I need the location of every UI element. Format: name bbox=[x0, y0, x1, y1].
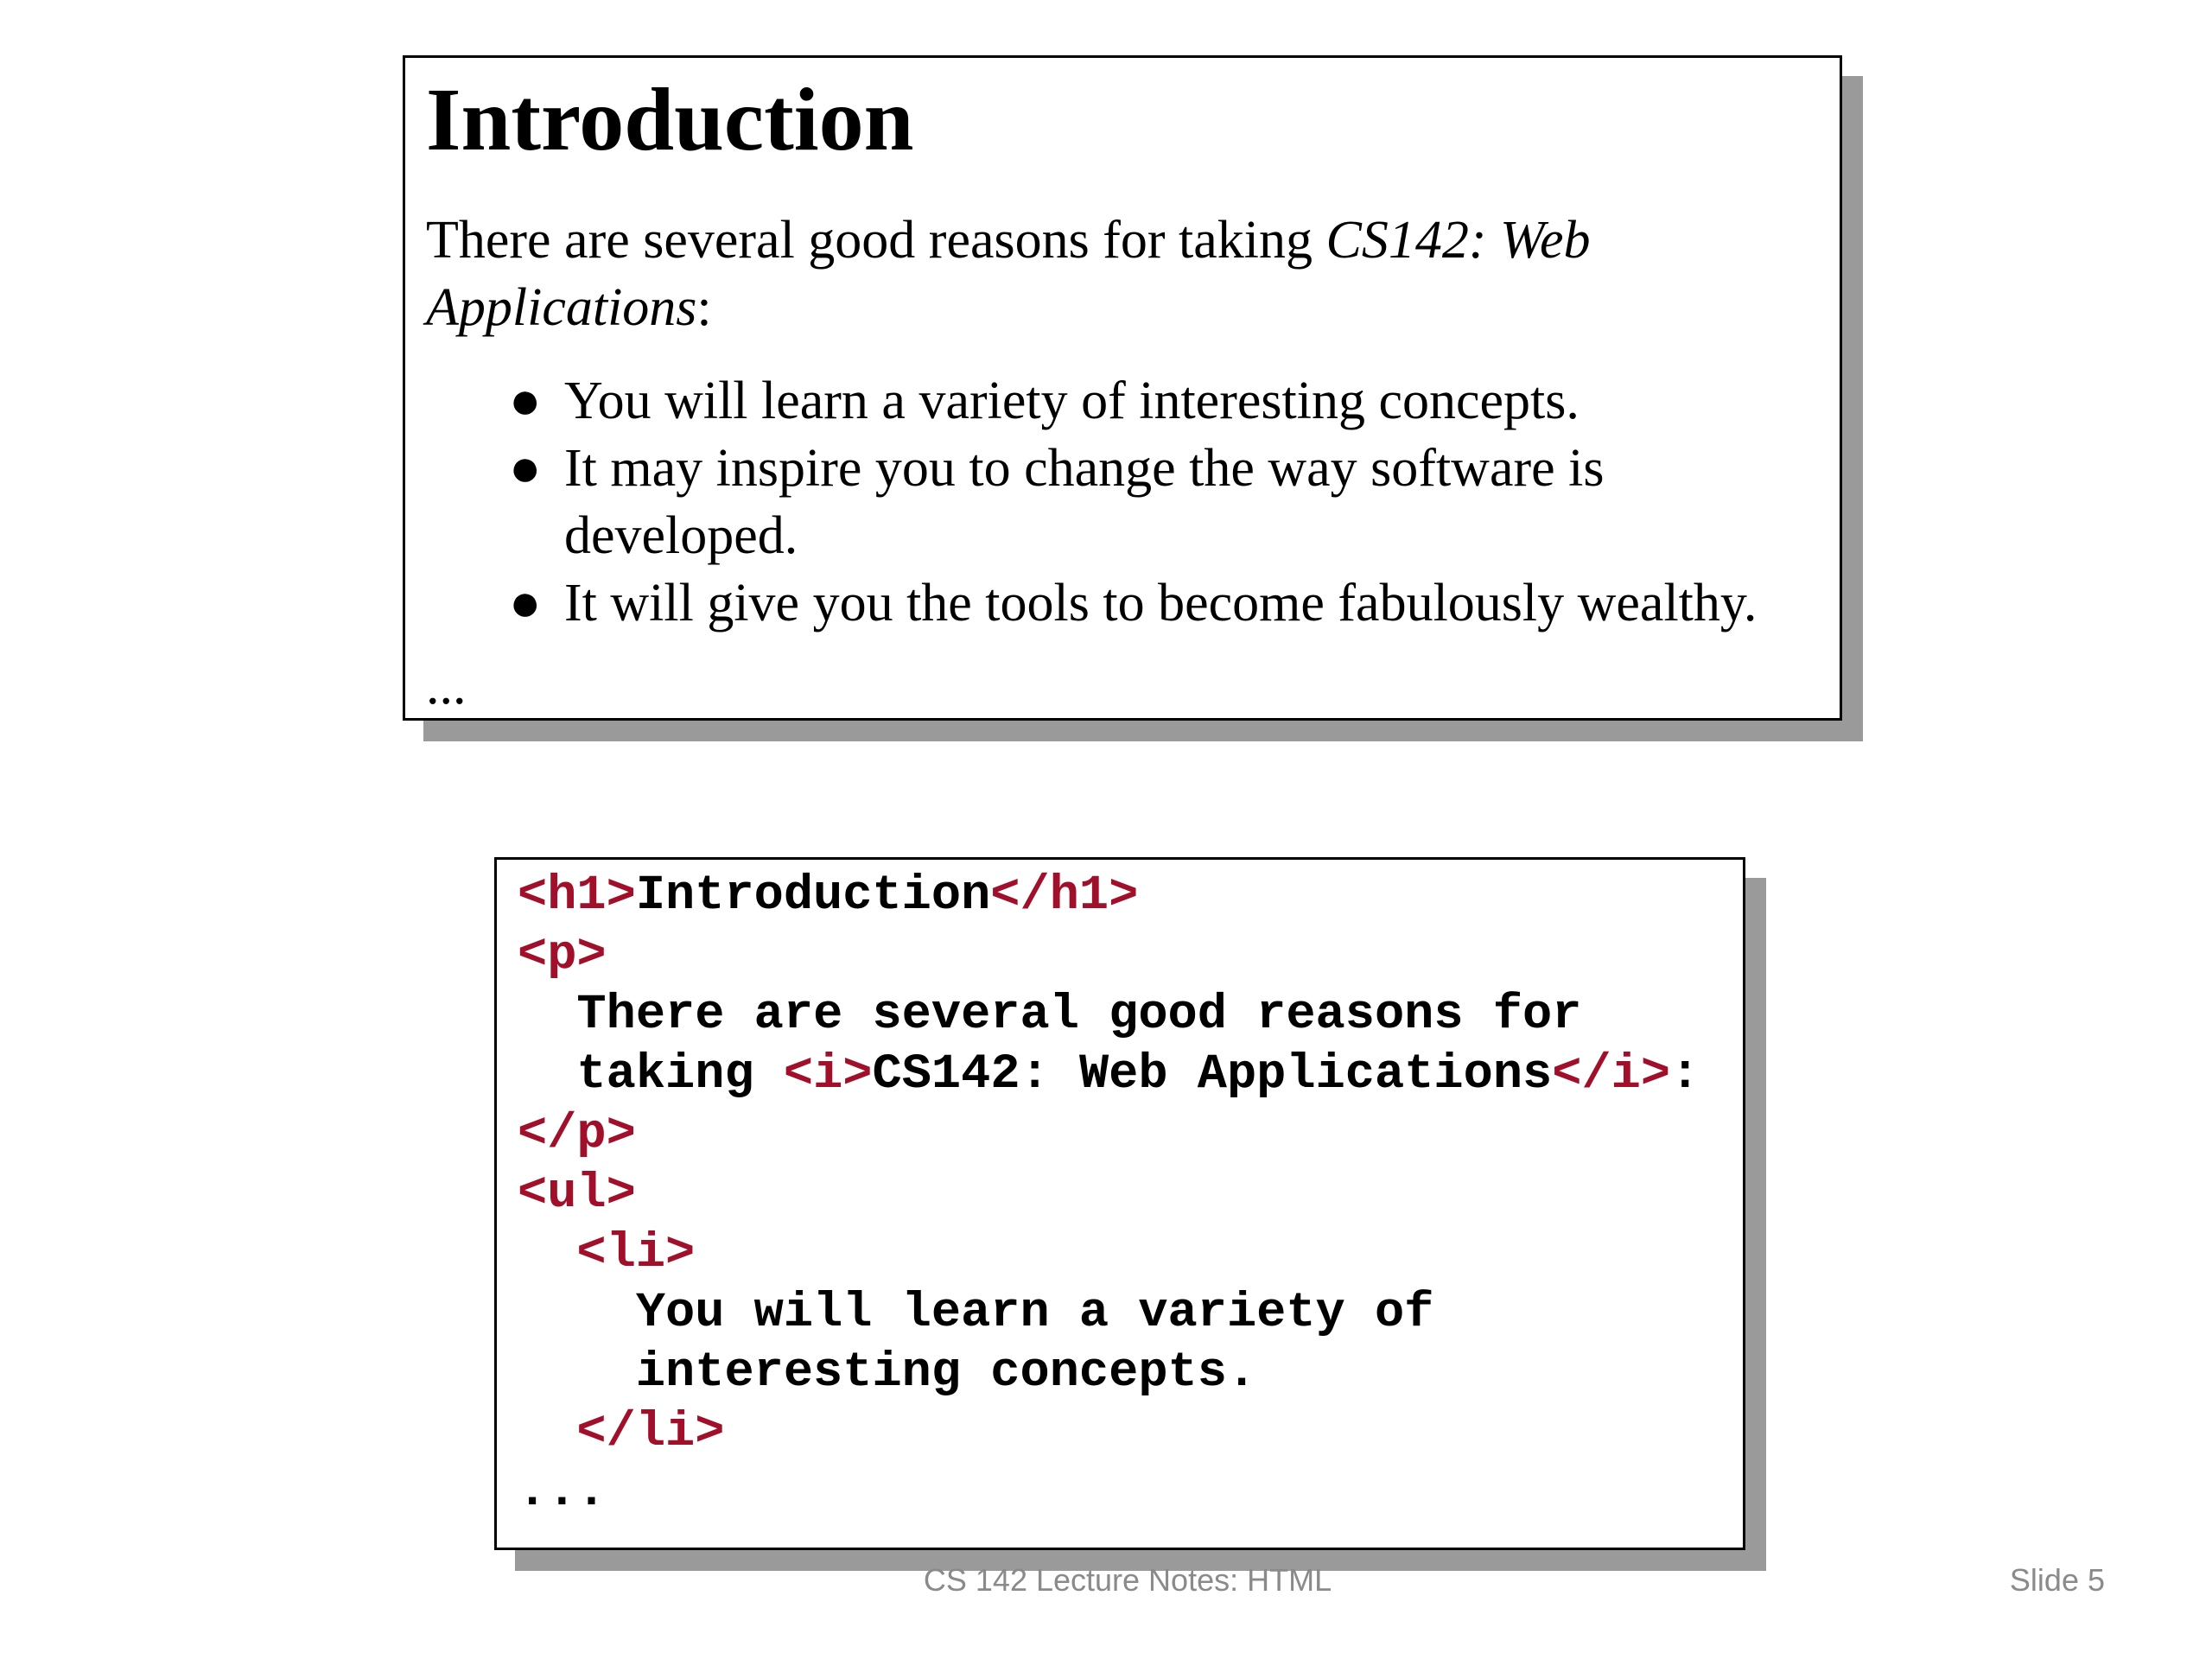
rendered-paragraph-text: There are several good reasons for taking bbox=[426, 211, 1326, 270]
code-text: : bbox=[1670, 1047, 1700, 1103]
code-tag: <p> bbox=[518, 928, 607, 983]
code-line bbox=[518, 986, 1700, 1046]
code-text: CS142: Web Applications bbox=[872, 1047, 1553, 1103]
list-item-text: It will give you the tools to become fabulously wealthy. bbox=[564, 574, 1758, 632]
bullet-icon: ● bbox=[509, 574, 542, 632]
code-tag: </li> bbox=[576, 1405, 725, 1460]
code-text: ... bbox=[518, 1465, 607, 1520]
html-source-panel bbox=[494, 857, 1745, 1550]
rendered-example-panel bbox=[403, 55, 1842, 721]
rendered-paragraph bbox=[426, 207, 1826, 341]
code-line bbox=[518, 867, 1700, 926]
code-line bbox=[518, 1344, 1700, 1403]
rendered-bullet-list bbox=[509, 367, 1822, 637]
code-tag: <ul> bbox=[518, 1166, 636, 1222]
code-tag: <li> bbox=[576, 1226, 696, 1281]
bullet-icon: ● bbox=[509, 372, 542, 430]
code-tag: </h1> bbox=[990, 868, 1139, 924]
code-tag: </p> bbox=[518, 1107, 636, 1162]
list-item bbox=[509, 367, 1822, 435]
code-tag: <i> bbox=[783, 1047, 873, 1103]
code-line bbox=[518, 926, 1700, 986]
code-line bbox=[518, 1105, 1700, 1165]
code-line bbox=[518, 1463, 1700, 1522]
code-tag: </i> bbox=[1552, 1047, 1671, 1103]
slide-number: Slide 5 bbox=[2009, 1562, 2105, 1598]
rendered-ellipsis: ... bbox=[426, 657, 467, 715]
code-line bbox=[518, 1403, 1700, 1463]
code-line bbox=[518, 1046, 1700, 1105]
code-line bbox=[518, 1284, 1700, 1344]
code-line bbox=[518, 1224, 1700, 1284]
code-text: interesting concepts. bbox=[635, 1345, 1257, 1401]
code-text: taking bbox=[576, 1047, 784, 1103]
list-item-text: You will learn a variety of interesting concepts. bbox=[564, 372, 1580, 430]
code-text: Introduction bbox=[635, 868, 991, 924]
list-item bbox=[509, 569, 1822, 637]
list-item bbox=[509, 435, 1822, 569]
rendered-heading: Introduction bbox=[426, 70, 914, 169]
footer-course-title: CS 142 Lecture Notes: HTML bbox=[923, 1562, 1332, 1598]
list-item-text: It may inspire you to change the way software is developed. bbox=[564, 439, 1605, 565]
bullet-icon: ● bbox=[509, 439, 542, 498]
code-tag: <h1> bbox=[518, 868, 636, 924]
code-text: You will learn a variety of bbox=[635, 1286, 1434, 1341]
code-line bbox=[518, 1165, 1700, 1224]
code-text: There are several good reasons for bbox=[576, 988, 1582, 1043]
rendered-paragraph-italic: CS142: Web Applications bbox=[426, 211, 1591, 337]
rendered-paragraph-suffix: : bbox=[696, 278, 712, 337]
code-listing bbox=[518, 867, 1700, 1522]
